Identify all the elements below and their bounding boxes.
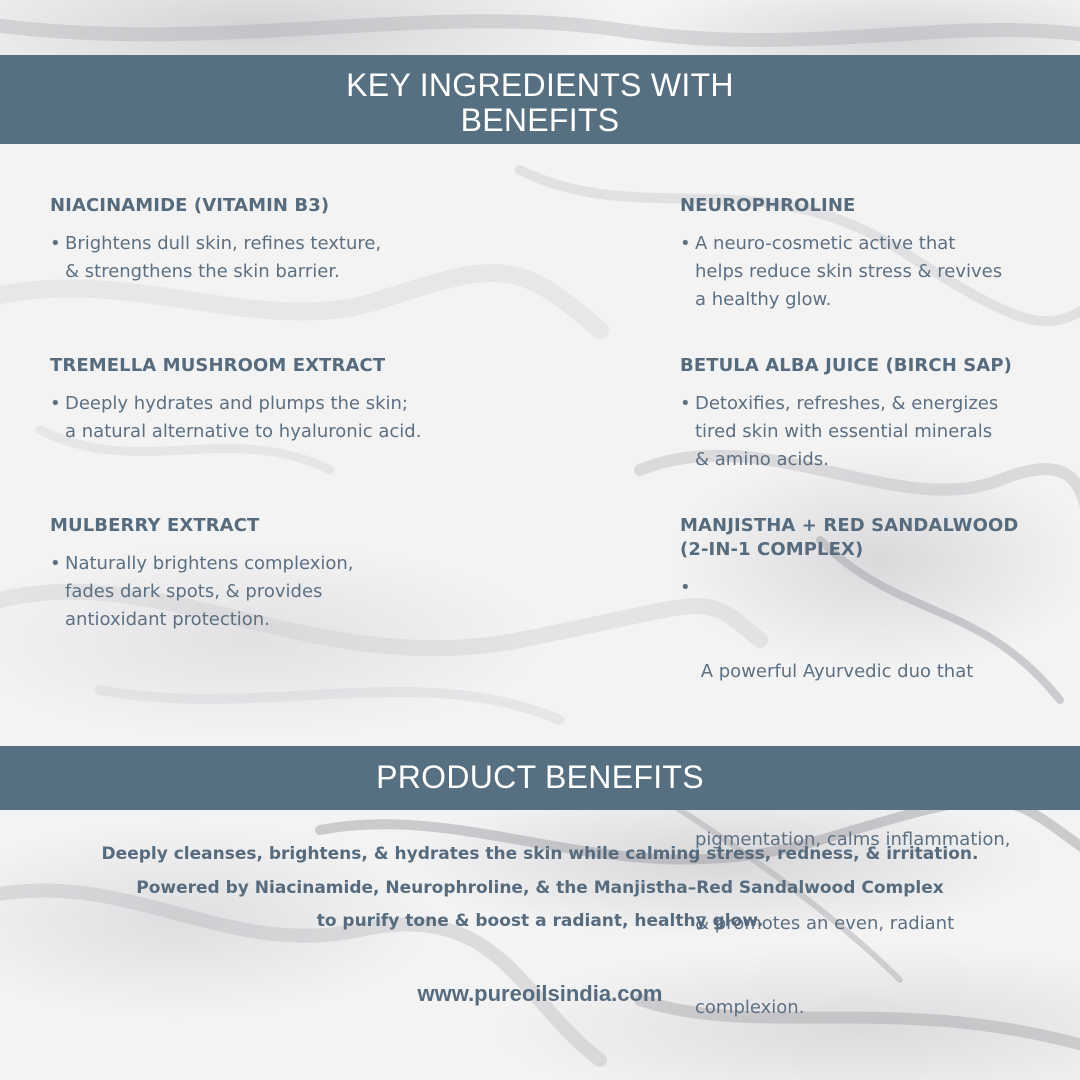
description-line: fades dark spots, & provides	[65, 581, 323, 602]
bullet-icon: •	[680, 393, 691, 414]
bullet-icon: •	[50, 553, 61, 574]
description-line: & promotes an even, radiant	[695, 913, 955, 934]
ingredient-description	[50, 230, 530, 286]
description-line: a healthy glow.	[695, 289, 832, 310]
key-ingredients-title-line2: BENEFITS	[460, 102, 620, 138]
ingredient-description	[50, 550, 530, 634]
website-url[interactable]: www.pureoilsindia.com	[417, 981, 663, 1006]
description-line: a natural alternative to hyaluronic acid.	[65, 421, 422, 442]
bullet-icon: •	[50, 393, 61, 414]
ingredient-mulberry	[50, 514, 530, 634]
description-line: helps reduce skin stress & revives	[695, 261, 1003, 282]
description-line: Detoxifies, refreshes, & energizes	[695, 393, 999, 414]
benefits-line: Powered by Niacinamide, Neurophroline, & the Manjistha–Red Sandalwood Complex	[136, 878, 944, 898]
ingredient-description	[680, 230, 1070, 314]
ingredient-title-line: (2-IN-1 COMPLEX)	[680, 539, 864, 560]
ingredient-neurophroline	[680, 194, 1070, 314]
ingredient-title: BETULA ALBA JUICE (BIRCH SAP)	[680, 355, 1012, 376]
description-line: Brightens dull skin, refines texture,	[65, 233, 382, 254]
ingredient-title: MULBERRY EXTRACT	[50, 515, 260, 536]
ingredient-title: TREMELLA MUSHROOM EXTRACT	[50, 355, 386, 376]
bullet-icon: •	[50, 233, 61, 254]
ingredient-title: NEUROPHROLINE	[680, 195, 856, 216]
description-line: Naturally brightens complexion,	[65, 553, 354, 574]
description-line: A powerful Ayurvedic duo that	[695, 661, 974, 682]
benefits-line: to purify tone & boost a radiant, healthy glow.	[316, 911, 764, 931]
bullet-icon: •	[680, 577, 691, 598]
description-line: & strengthens the skin barrier.	[65, 261, 340, 282]
ingredient-title-line: MANJISTHA + RED SANDALWOOD	[680, 515, 1019, 536]
ingredient-description	[680, 390, 1070, 474]
description-line: pigmentation, calms inflammation,	[695, 829, 1011, 850]
ingredient-tremella	[50, 354, 530, 446]
product-benefits-banner	[0, 746, 1080, 810]
description-line: Deeply hydrates and plumps the skin;	[65, 393, 408, 414]
benefits-line: Deeply cleanses, brightens, & hydrates the skin while calming stress, redness, & irritation.	[101, 844, 979, 864]
ingredient-niacinamide	[50, 194, 530, 286]
description-line: & amino acids.	[695, 449, 829, 470]
ingredient-description	[50, 390, 530, 446]
description-line: complexion.	[695, 997, 805, 1018]
key-ingredients-title-line1: KEY INGREDIENTS WITH	[346, 67, 734, 103]
description-line: antioxidant protection.	[65, 609, 270, 630]
description-line: A neuro-cosmetic active that	[695, 233, 956, 254]
description-line: tired skin with essential minerals	[695, 421, 993, 442]
product-benefits-title: PRODUCT BENEFITS	[376, 759, 704, 795]
bullet-icon: •	[680, 233, 691, 254]
key-ingredients-banner	[0, 55, 1080, 144]
ingredient-title: NIACINAMIDE (VITAMIN B3)	[50, 195, 330, 216]
ingredient-betula-alba	[680, 354, 1070, 474]
